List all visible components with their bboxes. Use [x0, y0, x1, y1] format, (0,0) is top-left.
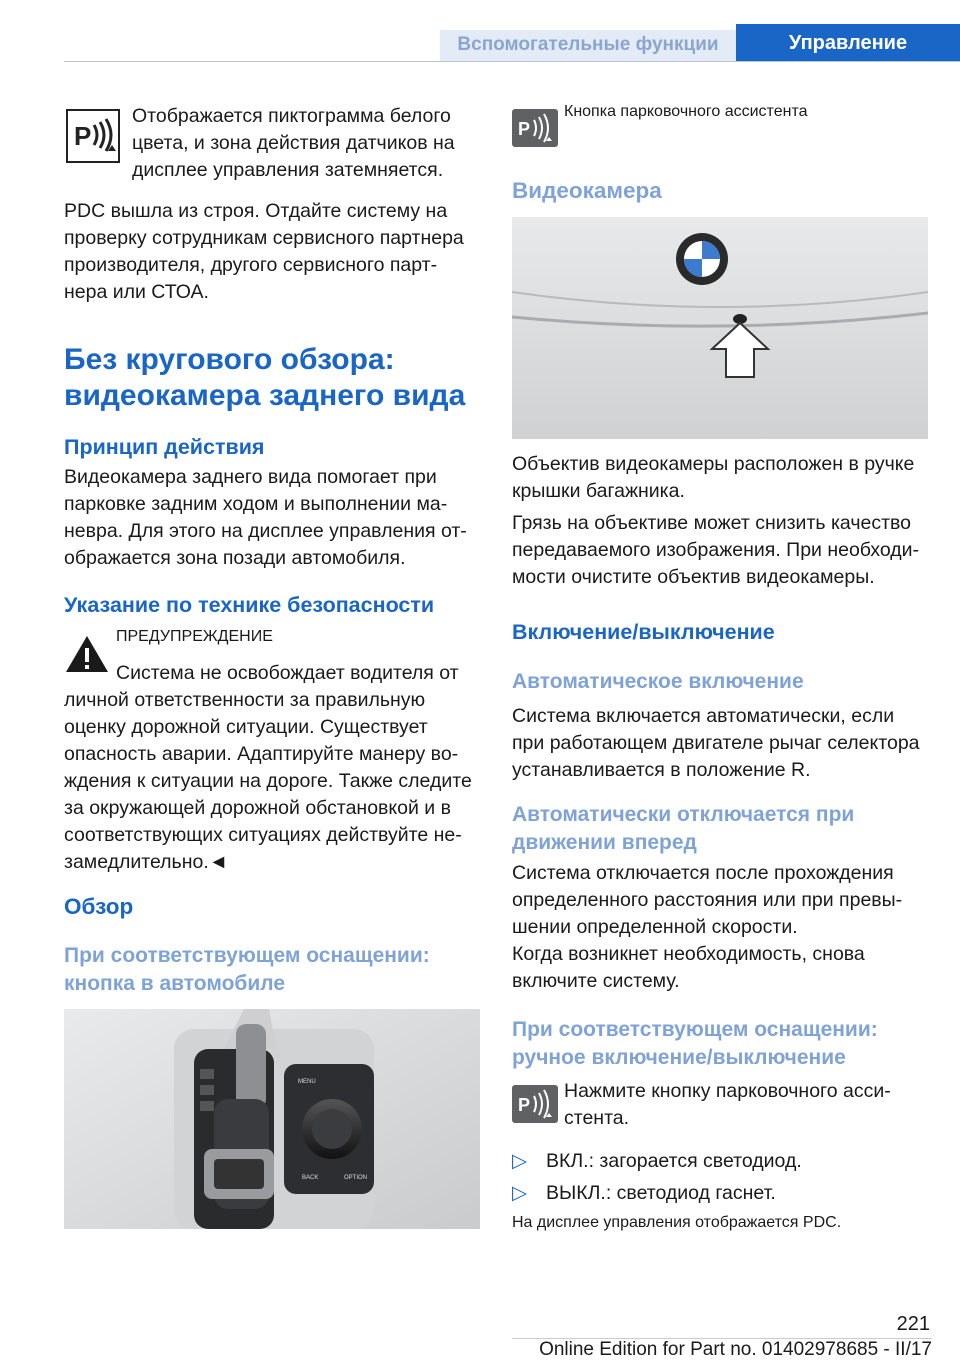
auto-on-paragraph	[512, 703, 932, 784]
text-line: производителя, другого сервисного парт-	[64, 254, 438, 276]
title-line: При соответствующем оснащении:	[64, 944, 430, 967]
text-line: дисплее управления затемняется.	[132, 159, 444, 181]
auto-off-paragraph	[512, 860, 932, 941]
list-item-text: ВЫКЛ.: светодиод гаснет.	[546, 1182, 776, 1204]
title-line: кнопка в автомобиле	[64, 972, 286, 995]
warning-title: ПРЕДУПРЕЖДЕНИЕ	[116, 628, 273, 645]
page-header	[0, 0, 960, 62]
menu-label: MENU	[298, 1079, 316, 1085]
text-line: устанавливается в положение R.	[512, 759, 811, 781]
text-line: определенного расстояния или при превы-	[512, 889, 903, 911]
header-tab-aux-functions[interactable]: Вспомогательные функции	[440, 30, 736, 62]
title-line: видеокамера заднего вида	[64, 379, 466, 412]
section-title-rear-camera	[64, 342, 465, 414]
title-line: движении вперед	[512, 831, 697, 854]
pdc-failure-paragraph	[64, 198, 484, 306]
parking-assistant-button-icon	[512, 109, 558, 147]
text-line: ображается зона позади автомобиля.	[64, 547, 406, 569]
heading-safety: Указание по технике безопасности	[64, 593, 435, 617]
warning-triangle-icon	[64, 634, 110, 674]
heading-auto-on: Автоматическое включение	[512, 670, 804, 693]
heading-manual	[512, 1016, 878, 1072]
text-line: мости очистите объектив видеокамеры.	[512, 566, 875, 588]
parking-assistant-button-icon	[512, 1085, 558, 1123]
text-line: парковке задним ходом и выполнении ма-	[64, 493, 448, 515]
heading-auto-off	[512, 801, 854, 857]
text-line: оценку дорожной ситуации. Существует	[64, 716, 428, 738]
title-line: Без кругового обзора:	[64, 343, 395, 376]
list-item	[512, 1148, 932, 1180]
text-line: PDC вышла из строя. Отдайте систему на	[64, 200, 448, 222]
warning-paragraph	[64, 687, 484, 876]
text-line: Объектив видеокамеры расположен в ручке	[512, 453, 915, 475]
header-rule	[64, 61, 960, 62]
display-pdc-paragraph: На дисплее управления отображается PDC.	[512, 1214, 842, 1231]
page-number: 221	[896, 1313, 930, 1335]
heading-on-off: Включение/выключение	[512, 620, 775, 644]
text-line: Система не освобождает водителя от	[116, 662, 459, 684]
text-line: опасность аварии. Адаптируйте манеру во-	[64, 743, 459, 765]
lens-paragraph	[512, 451, 932, 505]
text-line: соответствующих ситуациях действуйте не-	[64, 824, 462, 846]
text-line: шении определенной скорости.	[512, 916, 798, 938]
text-line: за окружающей дорожной обстановкой и в	[64, 797, 451, 819]
text-line: Отображается пиктограмма белого	[132, 105, 451, 127]
svg-text:P: P	[518, 119, 531, 139]
list-item	[512, 1180, 932, 1212]
principle-paragraph	[64, 464, 484, 572]
reenable-paragraph	[512, 941, 932, 995]
title-line: ручное включение/выключение	[512, 1046, 846, 1069]
text-line: Система включается автоматически, если	[512, 705, 895, 727]
parking-button-caption: Кнопка парковочного ассистента	[564, 103, 808, 120]
title-line: При соответствующем оснащении:	[512, 1018, 878, 1041]
bullet-marker-icon: ▷	[512, 1182, 527, 1204]
pictogram-description	[132, 103, 492, 184]
text-line: Видеокамера заднего вида помогает при	[64, 466, 437, 488]
back-label: BACK	[302, 1175, 319, 1181]
list-item-text: ВКЛ.: загорается светодиод.	[546, 1150, 802, 1172]
text-line: нера или СТОА.	[64, 281, 209, 303]
press-button-paragraph	[564, 1078, 934, 1132]
center-console-image	[64, 1009, 480, 1229]
footer-edition: Online Edition for Part no. 01402978685 - II/17	[539, 1339, 932, 1360]
text-line: замедлительно.◄	[64, 851, 229, 873]
text-line: ждения к ситуации на дороге. Также следите	[64, 770, 472, 792]
text-line: крышки багажника.	[512, 480, 685, 502]
warning-first-line	[116, 660, 486, 687]
pdc-pictogram-icon	[66, 109, 120, 163]
text-line: цвета, и зона действия датчиков на	[132, 132, 455, 154]
text-line: проверку сотрудникам сервисного партнера	[64, 227, 464, 249]
text-line: при работающем двигателе рычаг селектора	[512, 732, 920, 754]
text-line: Грязь на объективе может снизить качество	[512, 512, 911, 534]
title-line: Автоматически отключается при	[512, 803, 855, 826]
heading-equipment-button	[64, 942, 430, 998]
heading-principle: Принцип действия	[64, 435, 265, 459]
text-line: Когда возникнет необходимость, снова	[512, 943, 865, 965]
text-line: стента.	[564, 1107, 630, 1129]
bullet-marker-icon: ▷	[512, 1150, 527, 1172]
text-line: личной ответственности за правильную	[64, 689, 426, 711]
heading-overview: Обзор	[64, 894, 134, 919]
svg-text:P: P	[518, 1095, 531, 1115]
bullet-list	[512, 1148, 932, 1212]
svg-text:P: P	[74, 121, 92, 151]
text-line: включите систему.	[512, 970, 680, 992]
text-line: передаваемого изображения. При необходи-	[512, 539, 920, 561]
dirt-paragraph	[512, 510, 932, 591]
text-line: Нажмите кнопку парковочного асси-	[564, 1080, 891, 1102]
heading-camera: Видеокамера	[512, 178, 662, 203]
camera-location-image	[512, 217, 928, 439]
header-tab-controls[interactable]: Управление	[736, 24, 960, 62]
option-label: OPTION	[344, 1175, 368, 1181]
text-line: невра. Для этого на дисплее управления от-	[64, 520, 467, 542]
text-line: Система отключается после прохождения	[512, 862, 894, 884]
